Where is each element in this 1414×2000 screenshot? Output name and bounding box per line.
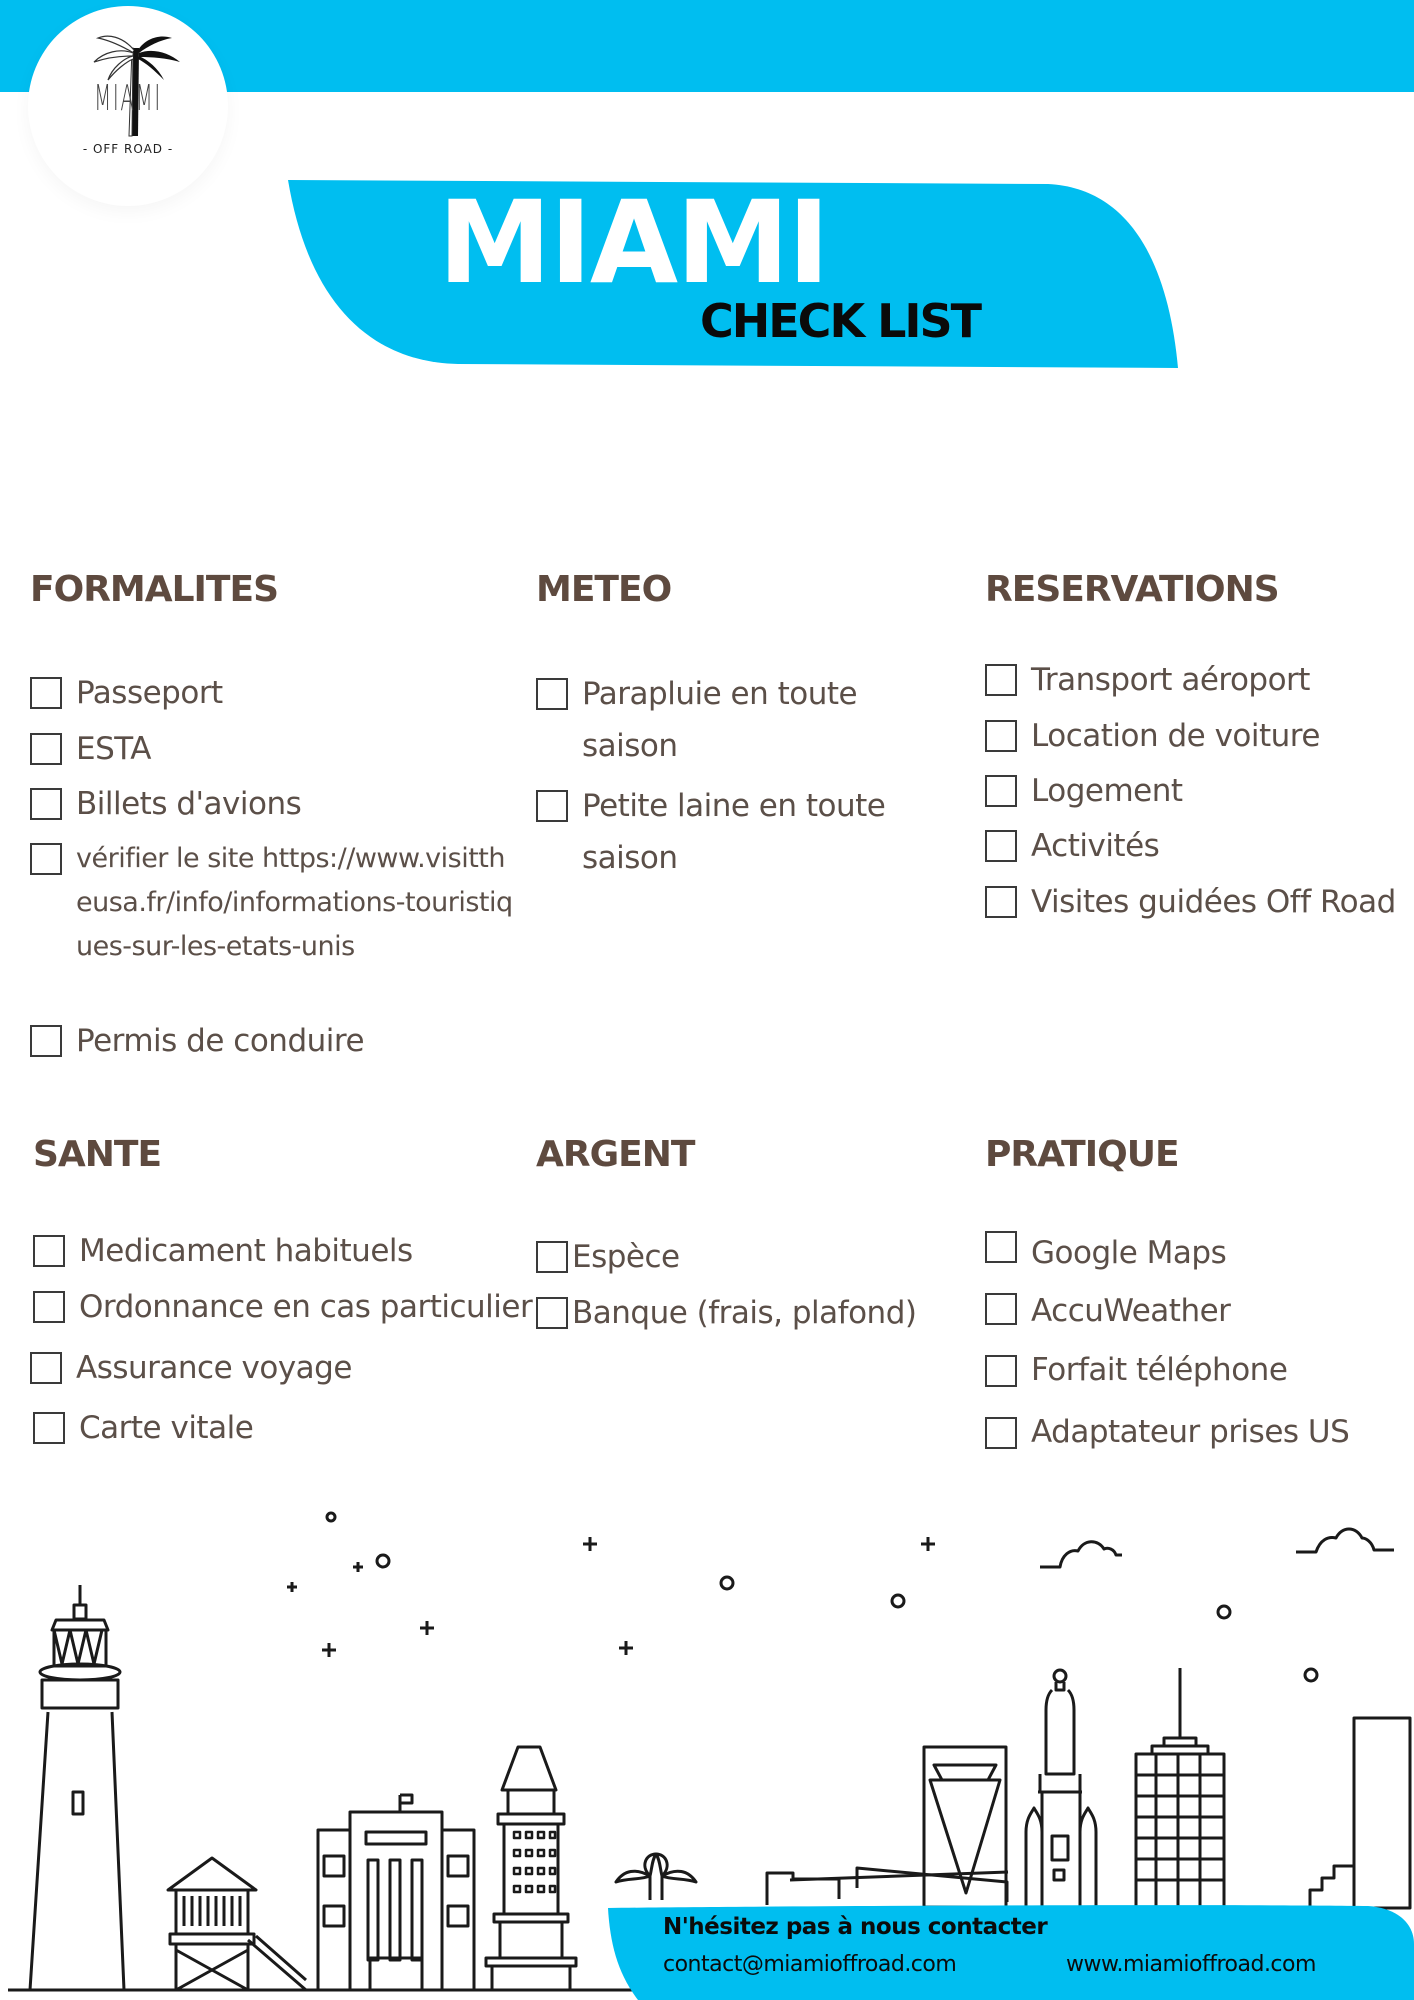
checklist-item[interactable] [536,1297,916,1339]
item-label: AccuWeather [1031,1293,1231,1329]
checklist-item[interactable] [30,677,223,719]
checkbox[interactable] [33,1235,65,1267]
checkbox[interactable] [985,830,1017,862]
checklist-item[interactable] [33,1291,532,1333]
section-sante [33,1134,533,1446]
item-label: Parapluie en toute saison [582,676,858,764]
checkbox[interactable] [985,1417,1017,1449]
logo-tagline: - OFF ROAD - [82,142,174,156]
item-label: Adaptateur prises US [1031,1414,1350,1450]
section-heading: ARGENT [536,1134,695,1175]
checkbox[interactable] [536,790,568,822]
checklist-item[interactable] [985,1352,1288,1396]
spired-tower [1026,1670,1096,1907]
item-label: Espèce [572,1239,680,1275]
checkbox[interactable] [985,1293,1017,1325]
page-subtitle: CHECK LIST [700,294,981,348]
checkbox[interactable] [30,1025,62,1057]
checkbox[interactable] [536,1241,568,1273]
circle-star-icon [327,1513,1317,1681]
item-label: Billets d'avions [76,786,302,822]
checkbox[interactable] [30,677,62,709]
item-label: Visites guidées Off Road [1031,884,1396,920]
website-link[interactable]: www.miamioffroad.com [1066,1952,1316,1977]
checkbox[interactable] [30,788,62,820]
checklist-item[interactable] [30,788,301,830]
section-meteo [536,569,886,876]
item-label: Ordonnance en cas particulier [79,1289,533,1325]
item-label: Google Maps [1031,1235,1227,1271]
checkbox[interactable] [33,1412,65,1444]
contact-heading: N'hésitez pas à nous contacter [663,1914,1048,1940]
item-label: Carte vitale [79,1410,254,1446]
lifeguard-tower [168,1858,306,1990]
checklist-item[interactable] [985,664,1310,706]
tall-building [1310,1718,1410,1908]
item-label: Location de voiture [1031,718,1320,754]
item-label: Petite laine en toute saison [582,788,886,876]
section-pratique [985,1134,1350,1450]
section-heading: PRATIQUE [985,1134,1179,1175]
checklist-item[interactable] [985,775,1183,817]
checkbox[interactable] [985,1355,1017,1387]
checkbox[interactable] [536,1297,568,1329]
item-label: Transport aéroport [1031,662,1310,698]
checklist-item[interactable] [985,1293,1230,1337]
checklist-item[interactable] [985,886,1396,928]
grid-skyscraper [1136,1668,1224,1907]
cloud-icon [1040,1542,1122,1567]
contact-email-link[interactable]: contact@miamioffroad.com [663,1952,957,1977]
item-label: Assurance voyage [76,1350,352,1386]
checklist-item[interactable] [30,843,516,969]
checklist-item[interactable] [536,790,912,884]
section-reservations [985,569,1396,920]
checklist-item[interactable] [30,1025,364,1067]
checkbox[interactable] [30,1352,62,1384]
checkbox[interactable] [985,886,1017,918]
checklist-item[interactable] [30,733,151,775]
checkbox[interactable] [985,775,1017,807]
item-label: Banque (frais, plafond) [572,1295,917,1331]
section-heading: FORMALITES [30,569,279,610]
palm-trees [616,1854,696,1900]
triangle-tower [924,1747,1006,1907]
checkbox[interactable] [985,720,1017,752]
checkbox[interactable] [536,678,568,710]
checklist-item[interactable] [985,720,1320,762]
art-deco-building [318,1795,474,1990]
item-label: Passeport [76,675,223,711]
checklist-item[interactable] [33,1412,253,1454]
checklist-item[interactable] [985,1414,1350,1458]
logo-brand: MIAMI [94,78,162,119]
checkbox[interactable] [985,664,1017,696]
checklist-item[interactable] [536,1241,680,1283]
item-label: ESTA [76,731,152,767]
section-heading: SANTE [33,1134,162,1175]
cloud-icon [1296,1529,1394,1552]
item-label: Activités [1031,828,1160,864]
checklist-item[interactable] [985,1231,1226,1279]
checklist-item[interactable] [985,830,1159,872]
section-argent [536,1134,917,1331]
checklist-item[interactable] [33,1235,413,1277]
logo [28,6,228,206]
checklist-item[interactable] [30,1352,352,1394]
checkbox[interactable] [33,1291,65,1323]
checkbox[interactable] [985,1231,1017,1263]
checklist-item[interactable] [536,678,912,772]
lighthouse [30,1585,124,1990]
item-label: vérifier le site https://www.visittheusa.fr/info/informations-touristiques-sur-les-etats-unis [76,843,513,962]
section-formalites [30,569,513,1059]
page-title: MIAMI [438,176,828,309]
checkbox[interactable] [30,733,62,765]
checkbox[interactable] [30,843,62,875]
item-label: Medicament habituels [79,1233,413,1269]
item-label: Logement [1031,773,1183,809]
freedom-tower [486,1747,576,1990]
section-heading: RESERVATIONS [985,569,1279,610]
section-heading: METEO [536,569,672,610]
item-label: Permis de conduire [76,1023,365,1059]
item-label: Forfait téléphone [1031,1352,1288,1388]
